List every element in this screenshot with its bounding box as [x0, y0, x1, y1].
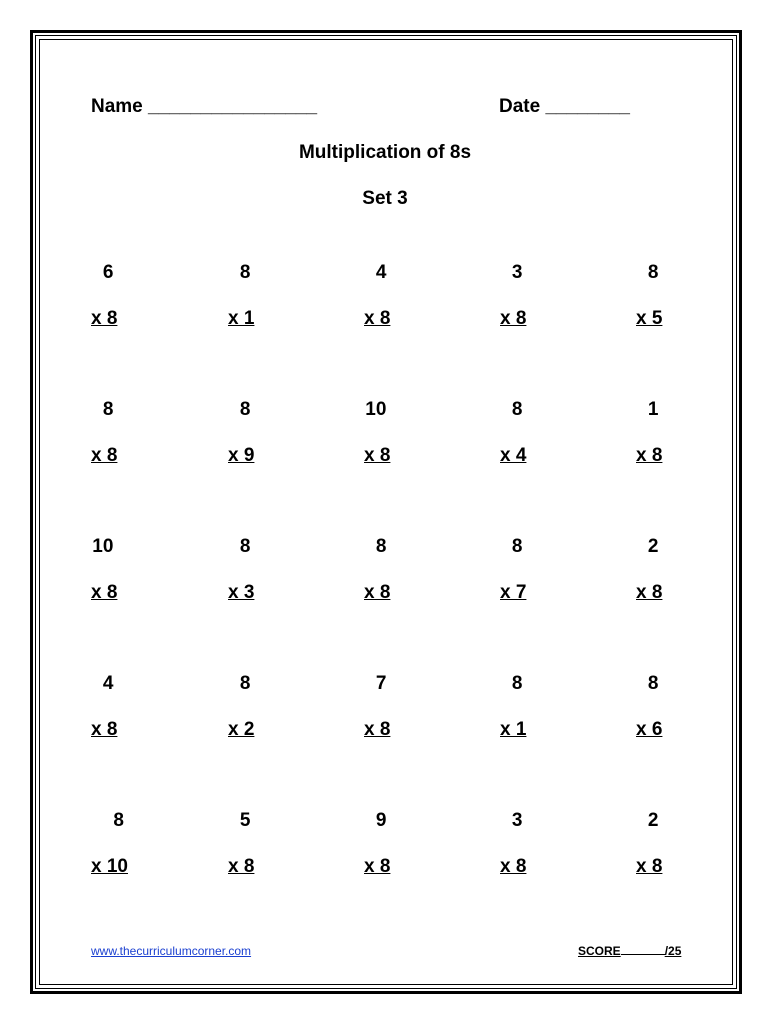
problem-r4-c4: [500, 673, 580, 753]
worksheet-set-label: Set 3: [362, 188, 408, 209]
problem-multiplicand: 4: [375, 262, 387, 283]
problem-r4-c2: [228, 673, 308, 753]
problem-r2-c3: [364, 399, 444, 479]
problem-multiplier: x 1: [228, 308, 255, 329]
problem-multiplier: x 8: [636, 445, 663, 466]
problem-multiplier: x 2: [228, 719, 255, 740]
problem-multiplicand: 4: [102, 673, 114, 694]
date-field-label[interactable]: Date ________: [499, 96, 630, 117]
problem-r4-c1: [91, 673, 171, 753]
problem-multiplicand: 8: [511, 673, 523, 694]
problem-r5-c5: [636, 810, 716, 890]
footer-website-link[interactable]: www.thecurriculumcorner.com: [91, 944, 252, 958]
problem-multiplier: x 10: [91, 856, 128, 877]
problem-multiplier: x 8: [364, 719, 391, 740]
problem-r1-c4: [500, 262, 580, 342]
score-total: /25: [664, 944, 682, 958]
problem-r1-c5: [636, 262, 716, 342]
problem-multiplicand: 5: [239, 810, 251, 831]
problem-multiplicand: 10: [365, 399, 387, 420]
problem-multiplier: x 8: [91, 582, 118, 603]
problem-multiplier: x 9: [228, 445, 255, 466]
problem-r5-c2: [228, 810, 308, 890]
problem-multiplier: x 1: [500, 719, 527, 740]
problem-multiplier: x 8: [228, 856, 255, 877]
problem-multiplicand: 8: [647, 262, 659, 283]
problem-multiplier: x 8: [500, 856, 527, 877]
problem-multiplicand: 8: [239, 673, 251, 694]
problem-r1-c1: [91, 262, 171, 342]
problem-multiplicand: 8: [647, 673, 659, 694]
score-label: SCORE: [578, 944, 621, 958]
score-box: [578, 944, 681, 958]
problem-multiplicand: 9: [375, 810, 387, 831]
problem-multiplicand: 8: [511, 399, 523, 420]
problem-multiplier: x 6: [636, 719, 663, 740]
problem-r5-c3: [364, 810, 444, 890]
problem-multiplier: x 8: [500, 308, 527, 329]
problem-r1-c2: [228, 262, 308, 342]
problem-multiplicand: 7: [375, 673, 387, 694]
problem-multiplicand: 2: [647, 810, 659, 831]
problem-multiplicand: 6: [102, 262, 114, 283]
problem-r2-c2: [228, 399, 308, 479]
problem-multiplier: x 8: [636, 856, 663, 877]
problem-multiplier: x 7: [500, 582, 527, 603]
problem-multiplier: x 8: [91, 719, 118, 740]
problem-multiplicand: 8: [511, 536, 523, 557]
problem-r2-c4: [500, 399, 580, 479]
worksheet-title: Multiplication of 8s: [298, 142, 472, 163]
problem-multiplier: x 8: [364, 856, 391, 877]
problem-multiplicand: 3: [511, 810, 523, 831]
problem-multiplier: x 5: [636, 308, 663, 329]
problem-multiplier: x 8: [636, 582, 663, 603]
problem-r1-c3: [364, 262, 444, 342]
problem-multiplier: x 8: [91, 445, 118, 466]
problem-r4-c5: [636, 673, 716, 753]
score-blank[interactable]: [621, 944, 665, 955]
problem-multiplier: x 8: [364, 582, 391, 603]
problem-multiplier: x 4: [500, 445, 527, 466]
problem-multiplicand: 10: [92, 536, 114, 557]
problem-multiplicand: 8: [102, 399, 114, 420]
problem-r3-c5: [636, 536, 716, 616]
problem-multiplier: x 3: [228, 582, 255, 603]
problem-multiplicand: 8: [375, 536, 387, 557]
problem-r4-c3: [364, 673, 444, 753]
problem-multiplicand: 8: [113, 810, 124, 831]
problem-r3-c1: [91, 536, 171, 616]
problem-multiplicand: 3: [511, 262, 523, 283]
problem-r5-c1: [91, 810, 171, 890]
problem-multiplicand: 1: [647, 399, 659, 420]
problem-r5-c4: [500, 810, 580, 890]
problem-r2-c1: [91, 399, 171, 479]
problem-multiplicand: 8: [239, 536, 251, 557]
problem-r3-c4: [500, 536, 580, 616]
name-field-label[interactable]: Name ________________: [91, 96, 318, 117]
problem-r3-c3: [364, 536, 444, 616]
problem-multiplier: x 8: [91, 308, 118, 329]
problem-multiplier: x 8: [364, 445, 391, 466]
problem-multiplier: x 8: [364, 308, 391, 329]
problem-r2-c5: [636, 399, 716, 479]
problem-multiplicand: 2: [647, 536, 659, 557]
problem-multiplicand: 8: [239, 262, 251, 283]
problem-multiplicand: 8: [239, 399, 251, 420]
problem-r3-c2: [228, 536, 308, 616]
